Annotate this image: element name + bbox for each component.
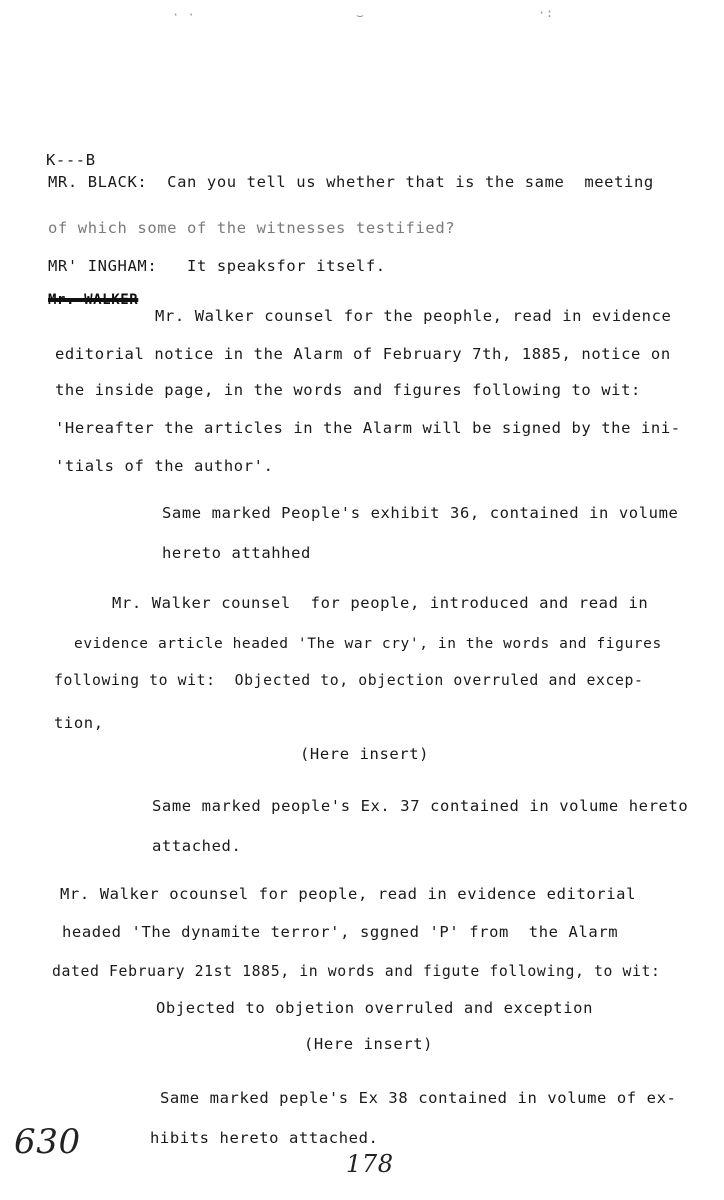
insert-marker-2: (Here insert): [304, 1035, 434, 1053]
para2-line1: Same marked People's exhibit 36, contained in volume: [162, 504, 679, 522]
para1-line1: Mr. Walker counsel for the peophle, read in evidence: [155, 307, 672, 325]
handwritten-folio-number: 630: [14, 1122, 81, 1162]
para1-line4: 'Hereafter the articles in the Alarm will be signed by the ini-: [55, 419, 681, 437]
exchange-black-question: MR. BLACK: Can you tell us whether that is the same meeting: [48, 173, 654, 191]
para6-line1: Same marked peple's Ex 38 contained in volume of ex-: [160, 1089, 677, 1107]
para3-line2: evidence article headed 'The war cry', in the words and figures: [74, 636, 662, 652]
para5-line4: Objected to objetion overruled and exception: [156, 999, 593, 1017]
para1-line5: 'tials of the author'.: [55, 457, 274, 475]
para3-line1: Mr. Walker counsel for people, introduced and read in: [112, 594, 649, 612]
para6-line2: hibits hereto attached.: [150, 1129, 379, 1147]
para4-line2: attached.: [152, 837, 242, 855]
para2-line2: hereto attahhed: [162, 544, 311, 562]
para3-line4: tion,: [54, 714, 104, 732]
para1-line2: editorial notice in the Alarm of February 7th, 1885, notice on: [55, 345, 671, 363]
para5-line1: Mr. Walker ocounsel for people, read in evidence editorial: [60, 885, 637, 903]
para5-line3: dated February 21st 1885, in words and figute following, to wit:: [52, 963, 661, 980]
struck-heading: Mr. WALKER: [48, 292, 139, 308]
para5-line2: headed 'The dynamite terror', sggned 'P' from the Alarm: [62, 923, 619, 941]
section-mark: K---B: [46, 151, 96, 169]
insert-marker-1: (Here insert): [300, 745, 430, 763]
handwritten-page-number: 178: [346, 1150, 394, 1178]
scan-speck: ·:: [538, 6, 554, 20]
scan-speck: · ·: [172, 8, 196, 22]
para4-line1: Same marked people's Ex. 37 contained in volume hereto: [152, 797, 689, 815]
para3-line3: following to wit: Objected to, objection overruled and excep-: [54, 672, 644, 689]
para1-line3: the inside page, in the words and figures following to wit:: [55, 381, 641, 399]
exchange-black-question-cont: of which some of the witnesses testified?: [48, 219, 456, 237]
exchange-ingham-answer: MR' INGHAM: It speaksfor itself.: [48, 257, 386, 275]
scan-speck: ⌣: [356, 8, 365, 22]
